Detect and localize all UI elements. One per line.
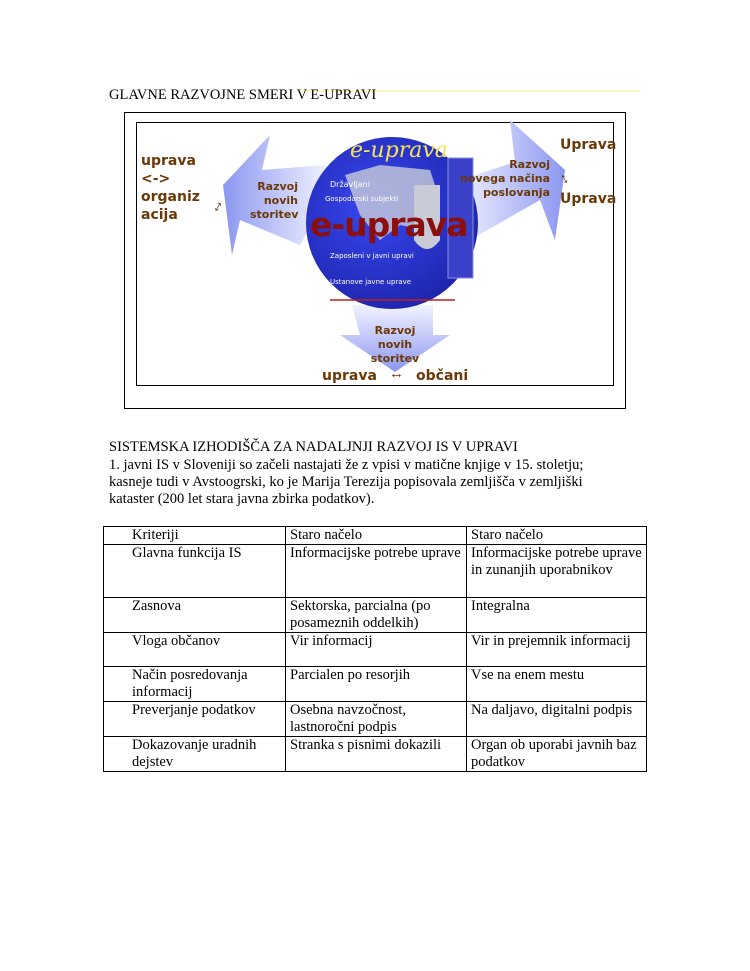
label-line: <-> <box>141 171 171 187</box>
table-cell: Preverjanje podatkov <box>104 702 286 737</box>
table-cell: Vir informacij <box>286 633 467 667</box>
table-cell: Informacijske potrebe uprave in zunanjih uporabnikov <box>467 545 647 598</box>
table-row <box>104 545 647 598</box>
menu-item: Državljani <box>330 180 370 189</box>
label-line: uprava <box>141 153 196 169</box>
table-cell: Organ ob uporabi javnih baz podatkov <box>467 737 647 772</box>
label-line: novih <box>263 194 298 207</box>
label-line: acija <box>141 207 178 223</box>
bottom-right-label: občani <box>416 368 469 384</box>
header-cell: Staro načelo <box>286 527 467 545</box>
table-cell: Na daljavo, digitalni podpis <box>467 702 647 737</box>
table-cell: Vse na enem mestu <box>467 667 647 702</box>
double-arrow-icon: ↕ <box>557 170 572 188</box>
table-cell: Način posredovanja informacij <box>104 667 286 702</box>
table-cell: Dokazovanje uradnih dejstev <box>104 737 286 772</box>
table-cell: Parcialen po resorjih <box>286 667 467 702</box>
criteria-table <box>103 526 647 772</box>
table-cell: Osebna navzočnost, lastnoročni podpis <box>286 702 467 737</box>
table-cell: Vir in prejemnik informacij <box>467 633 647 667</box>
right-arrow-label <box>458 158 550 200</box>
table-header-row <box>104 527 647 545</box>
globe-overlay-text: e-uprava <box>310 205 468 244</box>
label-line: Razvoj <box>374 324 416 337</box>
section2-title: SISTEMSKA IZHODIŠČA ZA NADALJNJI RAZVOJ IS V UPRAVI <box>109 439 518 455</box>
table-cell: Zasnova <box>104 598 286 633</box>
table-row <box>104 702 647 737</box>
label-line: novega načina <box>460 172 550 185</box>
table-row <box>104 667 647 702</box>
table-cell: Stranka s pisnimi dokazili <box>286 737 467 772</box>
label-line: organiz <box>141 189 200 205</box>
table-cell: Vloga občanov <box>104 633 286 667</box>
double-arrow-icon: ↕ <box>210 197 226 216</box>
table-row <box>104 737 647 772</box>
label-line: Razvoj <box>509 158 550 171</box>
left-side-label <box>141 152 200 224</box>
right-bottom-label: Uprava <box>560 191 617 207</box>
label-line: storitev <box>250 208 299 221</box>
right-top-label: Uprava <box>560 137 617 153</box>
paragraph-line: kasneje tudi v Avstoogrski, ko je Marija Terezija popisovala zemljišča v zemljiški <box>109 474 583 490</box>
menu-item: Gospodarski subjekti <box>325 195 399 203</box>
section1-title: GLAVNE RAZVOJNE SMERI V E-UPRAVI <box>109 87 377 103</box>
globe-logo: e-uprava <box>350 138 448 163</box>
table-cell: Sektorska, parcialna (po posameznih oddelkih) <box>286 598 467 633</box>
menu-item: Zaposleni v javni upravi <box>330 252 414 260</box>
header-cell: Staro načelo <box>467 527 647 545</box>
table-cell: Integralna <box>467 598 647 633</box>
bottom-arrow-label <box>360 324 430 366</box>
label-line: novih <box>377 338 413 351</box>
bottom-left-label: uprava <box>322 368 377 384</box>
left-arrow-label <box>250 180 298 222</box>
menu-item: Ustanove javne uprave <box>330 278 412 286</box>
label-line: poslovanja <box>483 186 550 199</box>
table-row <box>104 598 647 633</box>
header-cell: Kriteriji <box>104 527 286 545</box>
paragraph <box>109 457 583 508</box>
double-arrow-icon: ↔ <box>389 366 404 382</box>
paragraph-line: 1. javni IS v Sloveniji so začeli nastajati že z vpisi v matične knjige v 15. stoletju; <box>109 457 584 473</box>
label-line: storitev <box>370 352 420 365</box>
table-row <box>104 633 647 667</box>
table-cell: Glavna funkcija IS <box>104 545 286 598</box>
paragraph-line: kataster (200 let stara javna zbirka podatkov). <box>109 491 375 507</box>
table-cell: Informacijske potrebe uprave <box>286 545 467 598</box>
label-line: Razvoj <box>257 180 298 193</box>
